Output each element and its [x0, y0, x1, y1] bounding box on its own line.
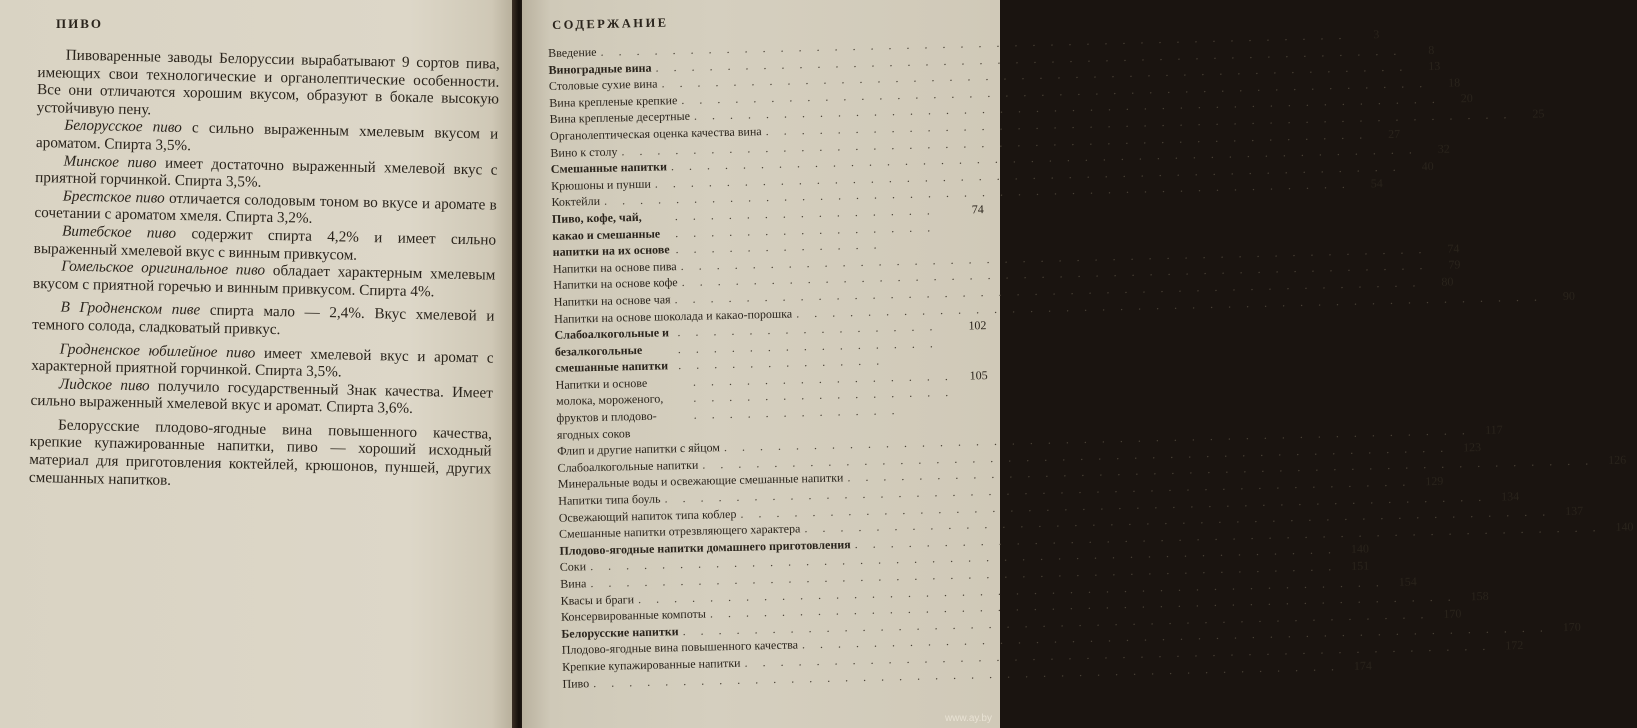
toc-entry-title: Виноградные вина: [548, 60, 652, 77]
toc-entry-title: Консервированные компоты: [560, 606, 707, 625]
toc-entry-title: Органолептическая оценка качества вина: [549, 124, 762, 143]
beer-description: обладает характерным хмелевым вкусом с приятной горечью и винным привкусом. Спирта 4%.: [32, 262, 496, 301]
toc-entry-title: Напитки на основе чая: [553, 292, 671, 309]
toc-entry-page: 20: [1460, 91, 1473, 106]
toc-entry-title: Плодово-ягодные напитки домашнего приготовления: [559, 537, 851, 558]
toc-entry-page: 18: [1447, 75, 1461, 90]
beer-description: имеет достаточно выраженный хмелевой вкус с приятной горчинкой. Спирта 3,5%.: [35, 154, 498, 191]
table-of-contents: [548, 27, 1634, 692]
toc-entry-title: Соки: [559, 559, 587, 575]
toc-entry-title: Слабоалкогольные и безалкогольные смешанные напитки: [554, 325, 670, 376]
beer-description: содержит спирта 4,2% и имеет сильно выраженный хмелевой вкус с винным привкусом.: [33, 225, 497, 264]
toc-entry-title: Напитки на основе шоколада и какао-порошка: [554, 306, 793, 326]
beer-name: Лидское пиво: [58, 375, 150, 395]
beer-description: спирта мало — 2,4%. Вкус хмелевой и темного солода, сладковатый привкус.: [31, 301, 495, 339]
toc-entry-page: 79: [1448, 257, 1461, 272]
toc-entry-page: 117: [1485, 422, 1503, 438]
toc-entry-page: 154: [1398, 574, 1417, 589]
beer-description: отличается солодовым тоном во вкусе и аромате в сочетании с ароматом хмеля. Спирта 3,2%.: [34, 189, 497, 228]
toc-entry-title: Квасы и браги: [560, 591, 635, 608]
toc-entry-title: Введение: [548, 44, 597, 60]
toc-entry-page: 74: [1447, 241, 1460, 256]
toc-entry-title: Смешанные напитки: [550, 159, 668, 177]
toc-entry-title: Пиво, кофе, чай, какао и смешанные напитки на их основе: [551, 209, 670, 260]
toc-entry-title: Вино к столу: [550, 144, 618, 160]
toc-entry-title: Коктейли: [551, 194, 601, 210]
toc-entry-title: Напитки на основе кофе: [553, 275, 678, 293]
toc-entry-title: Плодово-ягодные вина повышенного качества: [561, 637, 799, 658]
beer-name: В Гродненском пиве: [60, 298, 201, 319]
toc-entry-page: 25: [1532, 106, 1545, 121]
toc-entry-page: 8: [1428, 42, 1435, 57]
toc-entry-title: Напитки типа боуль: [558, 491, 661, 508]
toc-leader-dots: [693, 368, 957, 424]
toc-entry-title: Напитки на основе пива: [552, 258, 677, 276]
toc-entry-page: 13: [1428, 58, 1441, 74]
beer-name: Гродненское юбилейное пиво: [59, 340, 256, 362]
toc-leader-dots: [675, 202, 953, 258]
toc-entry-page: 27: [1387, 126, 1401, 141]
toc-entry-page: 134: [1501, 488, 1520, 504]
toc-entry-title: Смешанные напитки отрезвляющего характера: [558, 521, 801, 542]
toc-entry-page: 129: [1425, 473, 1444, 489]
beer-name: Витебское пиво: [61, 222, 177, 242]
intro-paragraph: Пивоваренные заводы Белоруссии вырабатывают 9 сортов пива, имеющих свои технологические и органолептические особенности. Все они отличаются хорошим вкусом, образуют в бокале высокую устойчивую пену.: [36, 46, 500, 119]
toc-entry-title: Флип и другие напитки с яйцом: [557, 440, 721, 459]
toc-entry-page: 140: [1350, 541, 1370, 557]
toc-entry-page: 54: [1370, 176, 1383, 191]
toc-entry-page: 137: [1565, 503, 1584, 519]
toc-entry-title: Пиво: [562, 675, 590, 691]
toc-entry-page: 123: [1462, 439, 1482, 455]
running-head: ПИВО: [56, 16, 104, 31]
beer-description: получило государственный Знак качества. Имеет сильно выраженный хмелевой вкус и аромат. Спирта 3,6%.: [30, 377, 494, 418]
left-page: [0, 0, 512, 728]
beer-description: имеет хмелевой вкус и аромат с характерной приятной горчинкой. Спирта 3,5%.: [31, 344, 494, 381]
toc-entry-page: 40: [1421, 158, 1434, 173]
toc-entry-title: Вина: [560, 576, 587, 591]
toc-leader-dots: [677, 318, 955, 374]
toc-entry-page: 105: [969, 367, 988, 383]
toc-entry-title: Минеральные воды и освежающие смешанные напитки: [557, 470, 844, 492]
toc-entry-title: Крепкие купажированные напитки: [561, 655, 741, 674]
toc-entry-page: 74: [971, 202, 984, 217]
toc-entry-title: Белорусские напитки: [561, 623, 679, 641]
toc-entry-title: Вина крепленые десертные: [549, 109, 691, 127]
toc-entry-title: Крюшоны и пунши: [551, 176, 651, 193]
toc-entry-title: Слабоалкогольные напитки: [557, 457, 699, 475]
toc-entry-page: 174: [1353, 658, 1373, 673]
toc-entry-page: 3: [1373, 27, 1380, 42]
toc-entry-title: Вина крепленые крепкие: [549, 92, 678, 110]
toc-entry-page: 151: [1351, 558, 1370, 573]
beer-grodno-paragraph: [32, 298, 495, 343]
toc-entry-page: 126: [1608, 453, 1627, 468]
beer-name: Брестское пиво: [62, 187, 165, 207]
beer-name: Минское пиво: [63, 152, 157, 172]
beer-description: с сильно выраженным хмелевым вкусом и ароматом. Спирта 3,5%.: [35, 119, 499, 155]
toc-entry-page: 140: [1615, 519, 1634, 534]
beer-name: Белорусское пиво: [64, 116, 183, 137]
toc-entry-page: 170: [1443, 606, 1462, 621]
beer-name: Гомельское оригинальное пиво: [61, 257, 266, 279]
toc-entry-page: 102: [968, 318, 987, 333]
toc-entry-page: 172: [1505, 637, 1524, 653]
left-page-text: [29, 46, 500, 496]
toc-entry-page: 158: [1470, 588, 1489, 604]
toc-entry-title: Освежающий напиток типа коблер: [558, 506, 737, 525]
toc-entry-page: 32: [1437, 141, 1450, 156]
toc-entry-page: 170: [1562, 620, 1581, 635]
toc-entry-title: Столовые сухие вина: [548, 76, 658, 94]
toc-title: СОДЕРЖАНИЕ: [552, 15, 669, 32]
toc-entry-page: 90: [1562, 288, 1576, 303]
toc-entry-page: 80: [1441, 274, 1454, 289]
closing-paragraph: Белорусские плодово-ягодные вина повышенного качества, крепкие купажированные напитки, пиво — хороший исходный материал для приготовления коктейлей, крюшонов, пуншей, других смешанных напитков.: [28, 416, 493, 489]
right-page: [522, 0, 1634, 728]
toc-entry: [556, 367, 989, 443]
watermark: www.ay.by: [944, 713, 992, 724]
toc-entry-title: Напитки и основе молока, мороженого, фруктов и плодово-ягодных соков: [555, 375, 664, 442]
